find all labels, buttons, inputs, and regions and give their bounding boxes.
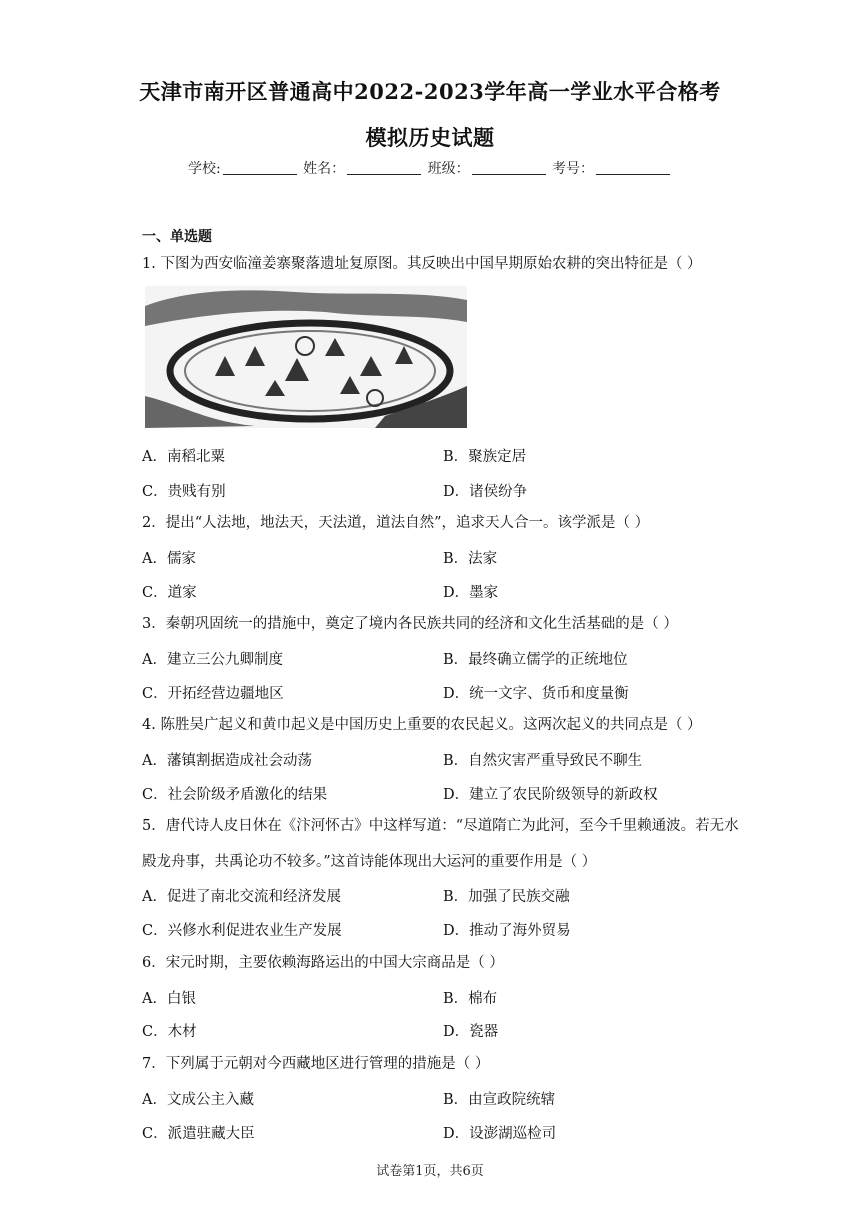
question-7-stem: 7．下列属于元朝对今西藏地区进行管理的措施是（ ） [142,1056,490,1072]
question-4-stem: 4. 陈胜吴广起义和黄巾起义是中国历史上重要的农民起义。这两次起义的共同点是（ ） [142,717,702,733]
question-6-option-d[interactable]: D．瓷器 [443,1024,499,1040]
question-3-option-b[interactable]: B．最终确立儒学的正统地位 [443,652,628,668]
question-5-option-a[interactable]: A．促进了南北交流和经济发展 [142,889,341,905]
question-3-option-c[interactable]: C．开拓经营边疆地区 [142,686,284,702]
question-6-stem: 6．宋元时期，主要依赖海路运出的中国大宗商品是（ ） [142,955,504,971]
question-6-option-a[interactable]: A．白银 [142,991,196,1007]
question-4-option-c[interactable]: C．社会阶级矛盾激化的结果 [142,787,328,803]
question-2-option-d[interactable]: D．墨家 [443,585,499,601]
student-info-line [0,158,860,178]
question-6-option-b[interactable]: B．棉布 [443,991,498,1007]
exam-number-blank[interactable] [596,162,670,175]
question-7-option-d[interactable]: D．设澎湖巡检司 [443,1126,557,1142]
question-5-option-c[interactable]: C．兴修水利促进农业生产发展 [142,923,342,939]
question-6-option-c[interactable]: C．木材 [142,1024,197,1040]
class-blank[interactable] [472,162,546,175]
question-3-stem: 3．秦朝巩固统一的措施中，奠定了境内各民族共同的经济和文化生活基础的是（ ） [142,616,678,632]
question-3-option-a[interactable]: A．建立三公九卿制度 [142,652,283,668]
question-4-option-a[interactable]: A．藩镇割据造成社会动荡 [142,753,312,769]
question-7-option-a[interactable]: A．文成公主入藏 [142,1092,254,1108]
question-1-stem: 1. 下图为西安临潼姜寨聚落遗址复原图。其反映出中国早期原始农耕的突出特征是（ ） [142,256,702,272]
question-1-option-d[interactable]: D．诸侯纷争 [443,484,528,500]
question-5-stem: 5．唐代诗人皮日休在《汴河怀古》中这样写道：“尽道隋亡为此河，至今千里赖通波。若无水殿龙舟事，共禹论功不较多。”这首诗能体现出大运河的重要作用是（ ） [142,818,739,870]
exam-title-line1: 天津市南开区普通高中2022-2023学年高一学业水平合格考 [139,79,721,104]
question-4-option-b[interactable]: B．自然灾害严重导致民不聊生 [443,753,643,769]
question-7-option-b[interactable]: B．由宣政院统辖 [443,1092,556,1108]
question-5-option-b[interactable]: B．加强了民族交融 [443,889,570,905]
question-1-option-a[interactable]: A．南稻北粟 [142,449,225,465]
page-footer: 试卷第1页，共6页 [376,1164,484,1179]
section-title: 一、单选题 [142,229,212,245]
question-3-option-d[interactable]: D．统一文字、货币和度量衡 [443,686,629,702]
settlement-reconstruction-image [145,286,467,428]
name-blank[interactable] [347,162,421,175]
question-4-option-d[interactable]: D．建立了农民阶级领导的新政权 [443,787,658,803]
question-5-option-d[interactable]: D．推动了海外贸易 [443,923,571,939]
name-label: 姓名： [303,161,346,177]
question-2-option-a[interactable]: A．儒家 [142,551,196,567]
class-label: 班级： [427,161,470,177]
question-1-option-c[interactable]: C．贵贱有别 [142,484,226,500]
school-label: 学校: [187,161,221,177]
question-2-stem: 2．提出“人法地，地法天，天法道，道法自然”，追求天人合一。该学派是（ ） [142,515,650,531]
question-1-option-b[interactable]: B．聚族定居 [443,449,527,465]
exam-number-label: 考号： [552,161,595,177]
question-2-option-b[interactable]: B．法家 [443,551,498,567]
exam-title-line2: 模拟历史试题 [365,125,495,150]
question-2-option-c[interactable]: C．道家 [142,585,197,601]
school-blank[interactable] [223,162,297,175]
question-7-option-c[interactable]: C．派遣驻藏大臣 [142,1126,255,1142]
